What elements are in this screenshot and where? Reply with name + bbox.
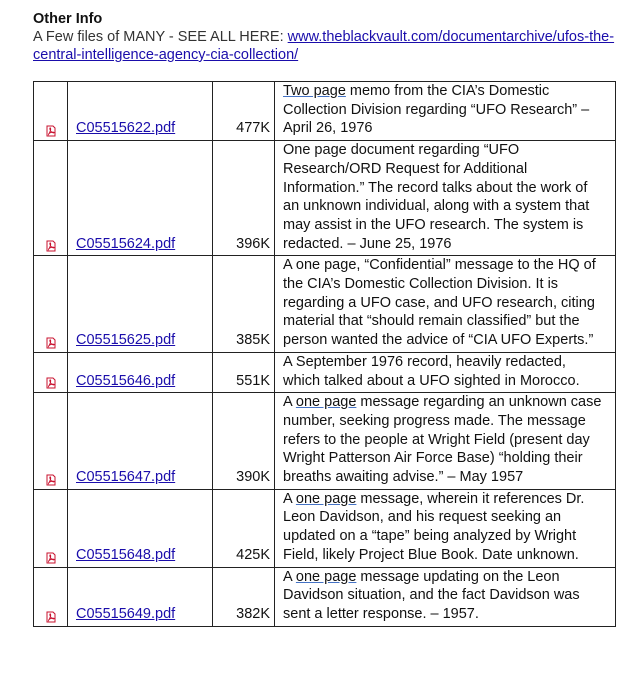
intro-paragraph	[33, 28, 633, 64]
file-row	[34, 141, 616, 256]
pdf-icon[interactable]	[46, 473, 56, 485]
file-name-link[interactable]: C05515649.pdf	[76, 605, 176, 622]
pdf-icon[interactable]	[46, 124, 56, 136]
description-text: A	[283, 568, 296, 585]
description-text: message, wherein it references Dr. Leon Davidson, and his request seeking an updated on a “tape” being analyzed by Wright Field, likely Project Blue Book. Date unknown.	[283, 490, 585, 563]
description-text: A	[283, 394, 296, 411]
file-row	[34, 352, 616, 392]
file-size-cell: 382K	[213, 567, 275, 626]
file-row	[34, 256, 616, 353]
icon-cell	[34, 352, 68, 392]
description-text: A one page, “Confidential” message to the HQ of the CIA’s Domestic Collection Division. It is regarding a UFO case, and UFO research, citing material that “should remain classified” but the person wanted the advice of “CIA UFO Experts.”	[283, 257, 596, 349]
file-size-cell: 477K	[213, 82, 275, 141]
file-name-link[interactable]: C05515622.pdf	[76, 120, 176, 137]
file-description-cell	[275, 393, 616, 490]
pdf-icon[interactable]	[46, 376, 56, 388]
files-table-body	[34, 82, 616, 627]
file-row	[34, 567, 616, 626]
pdf-icon[interactable]	[46, 551, 56, 563]
file-description-cell	[275, 489, 616, 567]
file-row	[34, 82, 616, 141]
description-text: message updating on the Leon Davidson situation, and the fact Davidson was sent a letter response. – 1957.	[283, 568, 580, 622]
description-text: One page document regarding “UFO Research/ORD Request for Additional Information.” The record talks about the work of an unknown individual, along with a system that may assist in the UFO research. The system is redacted. – June 25, 1976	[283, 142, 590, 252]
icon-cell	[34, 489, 68, 567]
file-description-cell	[275, 82, 616, 141]
file-size-cell: 551K	[213, 352, 275, 392]
intro-text: A Few files of MANY - SEE ALL HERE:	[33, 29, 288, 45]
pdf-icon[interactable]	[46, 610, 56, 622]
description-text: message regarding an unknown case number, seeking progress made. The message refers to the people at Wright Field (present day Wright Patterson Air Force Base) “holding their breaths awaiting advise.” – May 1957	[283, 394, 602, 486]
page-count-highlight: one page	[295, 394, 357, 411]
description-text: memo from the CIA’s Domestic Collection Division regarding “UFO Research” – April 26, 1976	[283, 83, 590, 137]
section-header	[33, 10, 633, 64]
file-size-cell: 425K	[213, 489, 275, 567]
file-name-cell	[68, 82, 213, 141]
file-description-cell	[275, 567, 616, 626]
file-name-link[interactable]: C05515624.pdf	[76, 235, 176, 252]
intro-link-part-1: www.theblackvault.com/documentarchive/ufos-	[287, 29, 590, 45]
icon-cell	[34, 256, 68, 353]
file-size-cell: 396K	[213, 141, 275, 256]
file-name-cell	[68, 393, 213, 490]
file-description-cell	[275, 256, 616, 353]
icon-cell	[34, 567, 68, 626]
icon-cell	[34, 82, 68, 141]
file-name-cell	[68, 141, 213, 256]
file-name-link[interactable]: C05515648.pdf	[76, 546, 176, 563]
files-table	[33, 81, 616, 627]
file-row	[34, 489, 616, 567]
pdf-icon[interactable]	[46, 239, 56, 251]
description-text: A September 1976 record, heavily redacted, which talked about a UFO sighted in Morocco.	[283, 353, 580, 389]
page-count-highlight: one page	[295, 490, 357, 507]
file-name-cell	[68, 256, 213, 353]
pdf-icon[interactable]	[46, 336, 56, 348]
file-size-cell: 385K	[213, 256, 275, 353]
file-name-link[interactable]: C05515625.pdf	[76, 332, 176, 349]
file-row	[34, 393, 616, 490]
file-name-cell	[68, 489, 213, 567]
file-description-cell	[275, 352, 616, 392]
file-name-cell	[68, 352, 213, 392]
file-name-link[interactable]: C05515647.pdf	[76, 469, 176, 486]
icon-cell	[34, 393, 68, 490]
page-count-highlight: one page	[295, 568, 357, 585]
file-name-link[interactable]: C05515646.pdf	[76, 372, 176, 389]
file-size-cell: 390K	[213, 393, 275, 490]
intro-link-part-2: the-central-intelligence-agency-cia-collection/	[33, 29, 615, 63]
icon-cell	[34, 141, 68, 256]
section-title: Other Info	[33, 11, 103, 27]
description-text: A	[283, 490, 296, 507]
file-description-cell	[275, 141, 616, 256]
page-count-highlight: Two page	[283, 83, 346, 99]
file-name-cell	[68, 567, 213, 626]
